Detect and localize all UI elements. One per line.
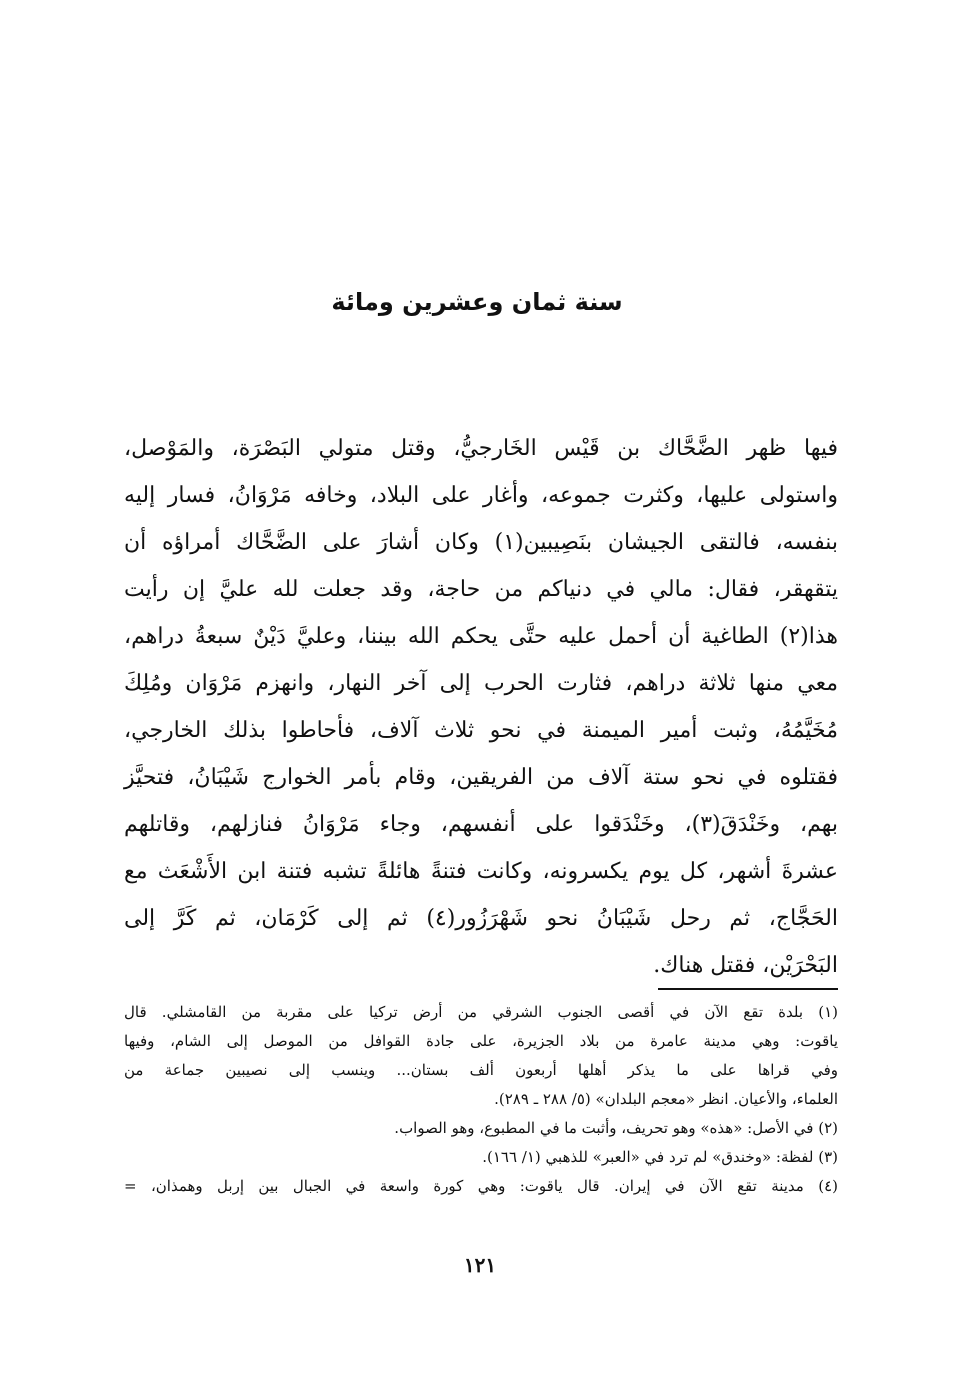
footnote-line: (١) بلدة تقع الآن في أقصى الجنوب الشرقي من أرض تركيا على مقربة من القامشلي. قال bbox=[124, 1003, 838, 1021]
section-end-rule bbox=[658, 988, 838, 990]
footnote-line: ياقوت: وهي مدينة عامرة من بلاد الجزيرة، على جادة القوافل من الموصل إلى الشام، وفيها bbox=[124, 1032, 838, 1050]
body-line: عشرةَ أشهر، كل يوم يكسرونه، وكانت فتنةً هائلةً تشبه فتنة ابن الأَشْعَث مع bbox=[124, 859, 838, 884]
footnote-line: (٣) لفظة: «وخندق» لم ترد في «العبر» للذهبي (١/ ١٦٦). bbox=[482, 1148, 838, 1166]
footnote-line: العلماء، والأعيان. انظر «معجم البلدان» (٥/ ٢٨٨ ـ ٢٨٩). bbox=[494, 1090, 838, 1108]
body-line: فقتلوه في نحو ستة آلاف من الفريقين، وقام بأمر الخوارج شَيْبَانُ، فتحيَّز bbox=[124, 765, 838, 790]
footnote-line: وفي قراها على ما يذكر أهلها أربعون ألف بستان... وينسب إلى نصيبين جماعة من bbox=[124, 1061, 838, 1079]
body-line: فيها ظهر الضَّحَّاك بن قَيْس الخَارجيُّ، وقتل متولي البَصْرَة، والمَوْصل، bbox=[124, 436, 838, 461]
body-line: بنفسه، فالتقى الجيشان بنَصِيبين(١) وكان أشارَ على الضَّحَّاك أمراؤه أن bbox=[124, 530, 838, 555]
body-line: الحَجَّاج، ثم رحل شَيْبَانُ نحو شَهْرَزُور(٤) ثم إلى كَرْمَان، ثم كَرَّ إلى bbox=[124, 906, 838, 931]
footnote-line: (٢) في الأصل: «هذه» وهو تحريف، وأثبت ما في المطبوع، وهو الصواب. bbox=[394, 1119, 838, 1137]
body-line: يتقهقر، فقال: مالي في دنياكم من حاجة، وقد جعلت لله عليَّ إن رأيت bbox=[124, 577, 838, 602]
body-line: بهم، وخَنْدَقَ(٣)، وخَنْدَقوا على أنفسهم، وجاء مَرْوَانُ فنازلهم، وقاتلهم bbox=[124, 812, 838, 837]
chapter-heading: سنة ثمان وعشرين ومائة bbox=[331, 288, 623, 316]
footnotes bbox=[124, 998, 838, 1201]
body-line: مُخَيَّمُهُ، وثبت أمير الميمنة في نحو ثلاث آلاف، فأحاطوا بذلك الخارجي، bbox=[124, 718, 838, 743]
page-number: ١٢١ bbox=[463, 1253, 497, 1277]
footnote-line: (٤) مدينة تقع الآن في إيران. قال ياقوت: وهي كورة واسعة في الجبال بين إربل وهمذان، = bbox=[124, 1177, 838, 1195]
body-line-final: البَحْرَيْن، فقتل هناك. bbox=[653, 953, 838, 978]
body-line: معي منها ثلاثة دراهم، فثارت الحرب إلى آخر النهار، وانهزم مَرْوَان ومُلِكَ bbox=[124, 671, 838, 696]
body-line: هذا(٢) الطاغية أن أحمل عليه حتَّى يحكم الله بيننا، وعليَّ دَيْنٌ سبعةُ دراهم، bbox=[124, 624, 838, 649]
body-line: واستولى عليها، وكثرت جموعه، وأغار على البلاد، وخافه مَرْوَانُ، فسار إليه bbox=[124, 483, 838, 508]
main-text bbox=[124, 425, 838, 989]
